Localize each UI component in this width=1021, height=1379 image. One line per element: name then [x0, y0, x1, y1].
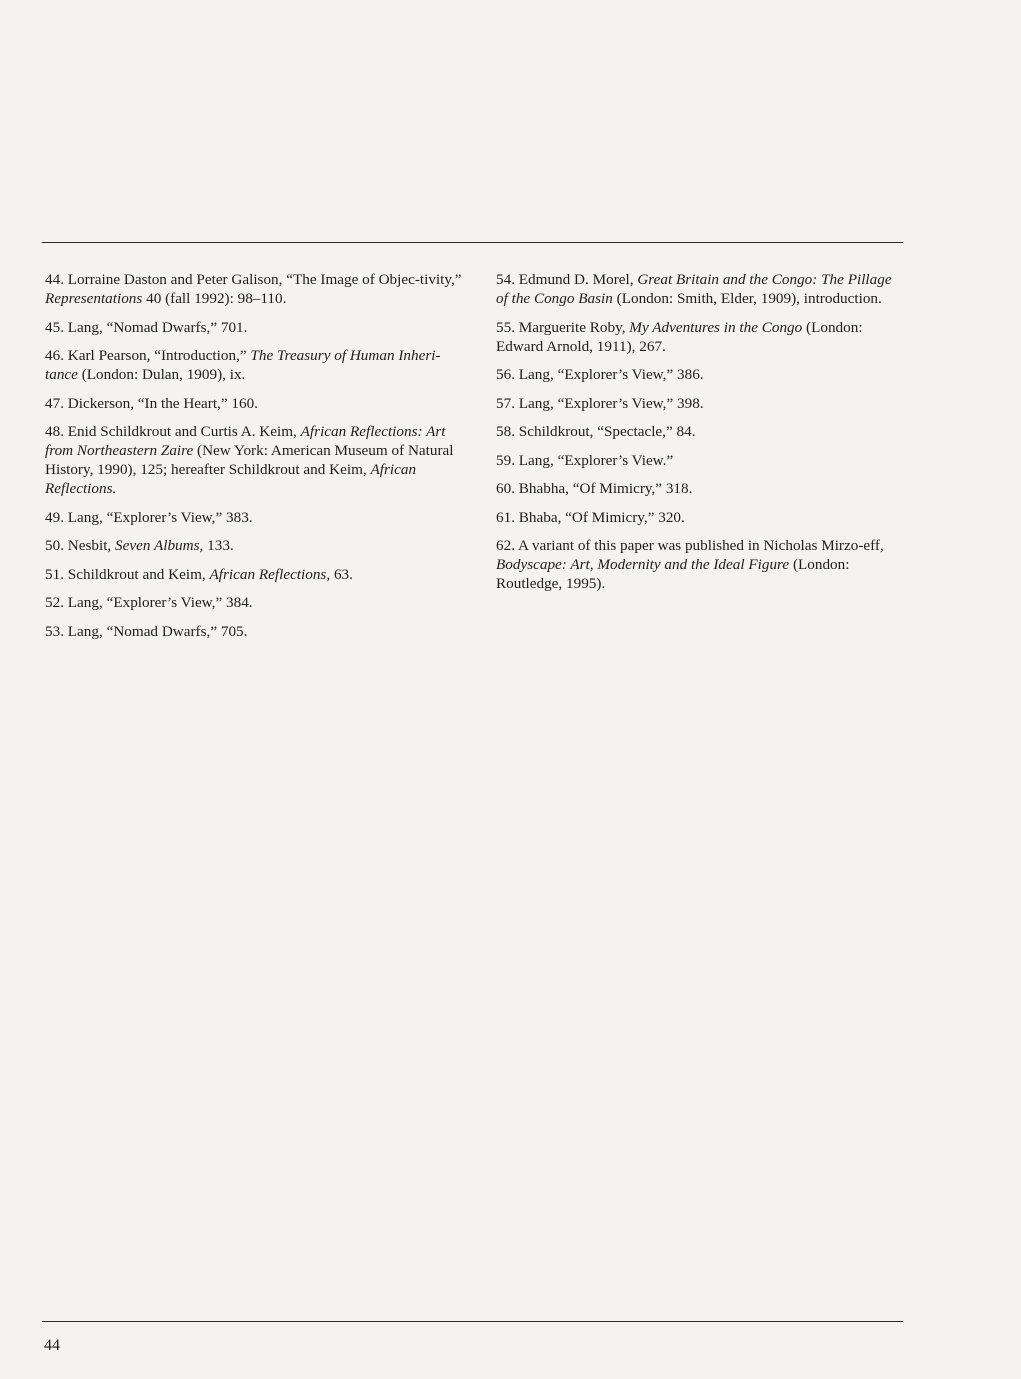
footnote-text: (London: Routledge, 1995).	[496, 556, 850, 592]
footnote-text: (London: Smith, Elder, 1909), introduction.	[612, 290, 882, 307]
footnote	[45, 422, 473, 498]
footnote-text: (New York: American Museum of Natural History, 1990), 125; hereafter Schildkrout and Keim,	[45, 442, 454, 478]
footnote-title: Great Britain and the Congo: The Pillage of the Congo Basin	[496, 271, 892, 307]
footnote-text: 49. Lang, “Explorer’s View,” 383.	[45, 508, 253, 526]
footnote	[496, 422, 906, 441]
footnote	[45, 536, 473, 555]
footnote-text: 50. Nesbit,	[45, 537, 116, 554]
footnote	[496, 365, 906, 384]
footnote	[496, 451, 906, 470]
footnote-text: 133.	[203, 537, 234, 554]
footnote-text: 44. Lorraine Daston and Peter Galison, “The Image of Objec-tivity,”	[45, 271, 462, 288]
footnote-title: The Treasury of Human Inheri-tance	[45, 347, 441, 383]
footnote-text: 48. Enid Schildkrout and Curtis A. Keim,	[45, 423, 301, 440]
footnote	[45, 318, 473, 337]
footnote	[45, 565, 473, 584]
footnote-title: My Adventures in the Congo	[629, 318, 803, 336]
footnote-text: 62. A variant of this paper was published in Nicholas Mirzo-eff,	[496, 537, 884, 554]
footnote-text: 61. Bhaba, “Of Mimicry,” 320.	[496, 508, 685, 526]
footnote-text: 53. Lang, “Nomad Dwarfs,” 705.	[45, 622, 248, 640]
footnote	[496, 479, 906, 498]
footnote-title: Seven Albums,	[115, 537, 204, 554]
footnote	[45, 508, 473, 527]
footnote-text: (London: Edward Arnold, 1911), 267.	[496, 318, 863, 355]
footnote	[45, 394, 473, 413]
footnote-text: 56. Lang, “Explorer’s View,” 386.	[496, 366, 704, 383]
footnote-text: 54. Edmund D. Morel,	[496, 271, 638, 288]
footnote-title: Bodyscape: Art, Modernity and the Ideal Figure	[496, 556, 790, 573]
footnote-title: African Reflections,	[209, 565, 331, 583]
footnote-text: 52. Lang, “Explorer’s View,” 384.	[45, 594, 253, 611]
footnote-title: African Reflections.	[45, 461, 417, 497]
footnote-text: 46. Karl Pearson, “Introduction,”	[45, 347, 251, 364]
footnote	[496, 318, 906, 356]
footnote-text: 58. Schildkrout, “Spectacle,” 84.	[496, 423, 696, 440]
footnote-text: 45. Lang, “Nomad Dwarfs,” 701.	[45, 318, 248, 336]
top-rule	[42, 242, 903, 243]
footnote-text: 51. Schildkrout and Keim,	[45, 565, 210, 583]
footnote-text: 40 (fall 1992): 98–110.	[142, 290, 287, 307]
footnote-text: 57. Lang, “Explorer’s View,” 398.	[496, 394, 704, 412]
footnote-title: African Reflections: Art from Northeastern Zaire	[45, 423, 446, 459]
page-number: 44	[44, 1337, 60, 1354]
footnote	[496, 394, 906, 413]
footnote-text: 60. Bhabha, “Of Mimicry,” 318.	[496, 480, 693, 497]
footnote	[45, 622, 473, 641]
footnote	[496, 508, 906, 527]
footnote-text: 59. Lang, “Explorer’s View.”	[496, 451, 674, 469]
notes-column-right	[496, 270, 906, 603]
footnote-title: Representations	[45, 290, 143, 307]
footnote	[496, 270, 906, 308]
footnote-text: 63.	[330, 565, 353, 583]
footnote	[45, 270, 473, 308]
bottom-rule	[42, 1321, 903, 1322]
footnote	[45, 593, 473, 612]
footnote-text: (London: Dulan, 1909), ix.	[77, 366, 246, 383]
footnote	[496, 536, 906, 593]
footnote	[45, 346, 473, 384]
footnote-text: 55. Marguerite Roby,	[496, 318, 630, 336]
footnote-text: 47. Dickerson, “In the Heart,” 160.	[45, 394, 258, 412]
notes-column-left	[45, 270, 473, 650]
